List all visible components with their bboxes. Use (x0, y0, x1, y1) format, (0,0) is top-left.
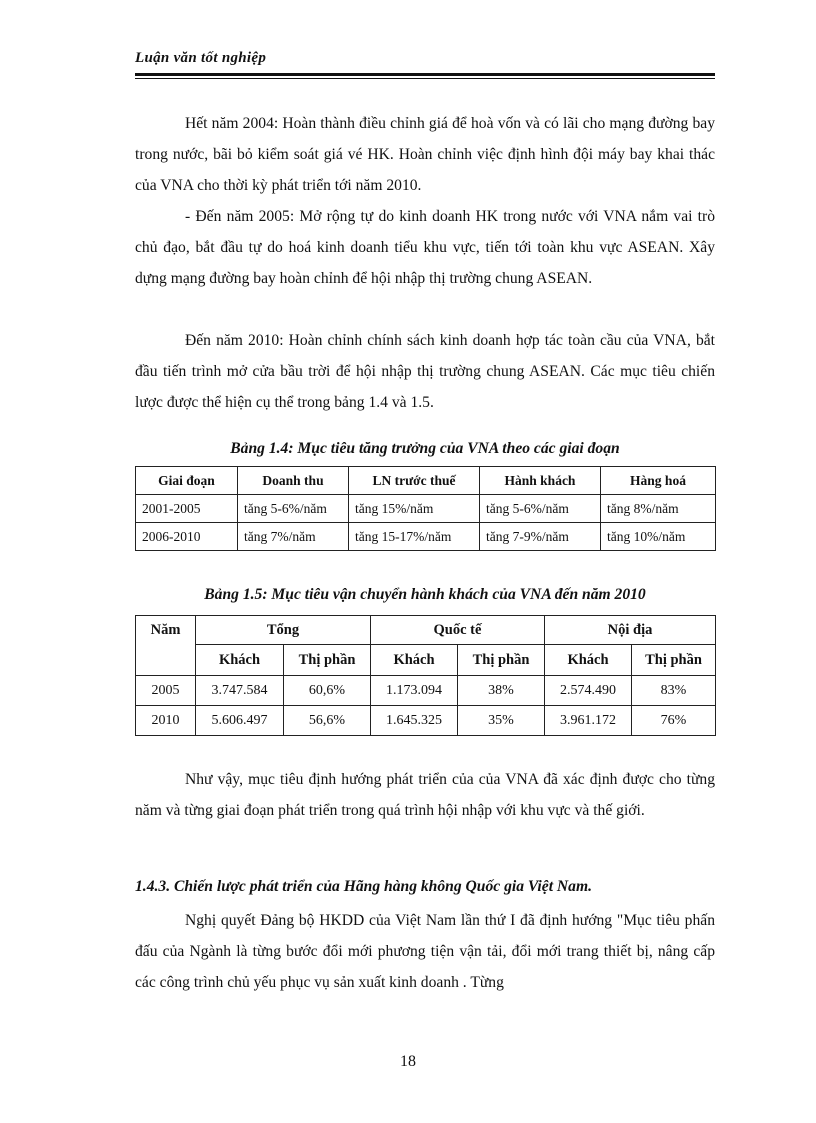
table-1-4 (135, 466, 716, 551)
table-cell: tăng 5-6%/năm (480, 495, 601, 523)
table-header-cell: Hàng hoá (601, 467, 716, 495)
table-cell: 2006-2010 (136, 523, 238, 551)
table-cell: tăng 5-6%/năm (238, 495, 349, 523)
table-cell: 83% (632, 676, 716, 706)
table-cell: 35% (458, 706, 545, 736)
table-cell: 2010 (136, 706, 196, 736)
table-cell: 5.606.497 (196, 706, 284, 736)
table-header-row (136, 467, 716, 495)
table-cell: 2001-2005 (136, 495, 238, 523)
header-title: Luận văn tốt nghiệp (135, 50, 267, 66)
table-cell: 38% (458, 676, 545, 706)
table-header-cell: Khách (196, 645, 284, 676)
table-cell: tăng 7%/năm (238, 523, 349, 551)
table-header-cell: Hành khách (480, 467, 601, 495)
table-cell: 2.574.490 (545, 676, 632, 706)
table-cell: tăng 10%/năm (601, 523, 716, 551)
table-cell: 2005 (136, 676, 196, 706)
table-cell: tăng 7-9%/năm (480, 523, 601, 551)
page-number: 18 (400, 1053, 416, 1070)
table-header-cell: Nội địa (545, 616, 716, 645)
paragraph-2004: Hết năm 2004: Hoàn thành điều chỉnh giá để hoà vốn và có lãi cho mạng đường bay trong nước, bãi bỏ kiểm soát giá vé HK. Hoàn chỉnh việc định hình đội máy bay khai thác của VNA cho thời kỳ phát triển tới năm 2010. (135, 115, 715, 194)
table-subheader-row (136, 645, 716, 676)
table-cell: tăng 15-17%/năm (349, 523, 480, 551)
table-header-cell: Năm (136, 616, 196, 676)
table-cell: tăng 15%/năm (349, 495, 480, 523)
table-header-cell: Thị phần (458, 645, 545, 676)
table-header-cell: Doanh thu (238, 467, 349, 495)
table-header-cell: Thị phần (284, 645, 371, 676)
table-row (136, 523, 716, 551)
table-row (136, 706, 716, 736)
table-header-cell: Khách (545, 645, 632, 676)
table-header-cell: Tổng (196, 616, 371, 645)
table-cell: 1.173.094 (371, 676, 458, 706)
table-header-cell: LN trước thuế (349, 467, 480, 495)
header-rule-thin (135, 78, 715, 79)
table-header-cell: Quốc tế (371, 616, 545, 645)
table-1-4-caption: Bảng 1.4: Mục tiêu tăng trưởng của VNA theo các giai đoạn (230, 440, 620, 457)
table-cell: 76% (632, 706, 716, 736)
paragraph-summary: Như vậy, mục tiêu định hướng phát triển của của VNA đã xác định được cho từng năm và từng giai đoạn phát triển trong quá trình hội nhập với khu vực và thế giới. (135, 771, 715, 819)
table-cell: 1.645.325 (371, 706, 458, 736)
table-1-5-caption: Bảng 1.5: Mục tiêu vận chuyển hành khách của VNA đến năm 2010 (204, 586, 646, 603)
table-header-cell: Giai đoạn (136, 467, 238, 495)
table-header-cell: Thị phần (632, 645, 716, 676)
table-row (136, 676, 716, 706)
section-heading: 1.4.3. Chiến lược phát triển của Hãng hàng không Quốc gia Việt Nam. (135, 878, 593, 895)
table-row (136, 495, 716, 523)
paragraph-resolution: Nghị quyết Đảng bộ HKDD của Việt Nam lần thứ I đã định hướng "Mục tiêu phấn đấu của Ngành là từng bước đổi mới phương tiện vận tải, đổi mới trang thiết bị, nâng cấp các công trình chủ yếu phục vụ sản xuất kinh doanh . Từng (135, 912, 715, 991)
table-1-5 (135, 615, 716, 736)
paragraph-2005: - Đến năm 2005: Mở rộng tự do kinh doanh HK trong nước với VNA nắm vai trò chủ đạo, bắt đầu tự do hoá kinh doanh tiểu khu vực, tiến tới toàn khu vực ASEAN. Xây dựng mạng đường bay hoàn chỉnh để hội nhập thị trường chung ASEAN. (135, 208, 715, 287)
table-cell: 60,6% (284, 676, 371, 706)
table-cell: 3.747.584 (196, 676, 284, 706)
paragraph-2010: Đến năm 2010: Hoàn chỉnh chính sách kinh doanh hợp tác toàn cầu của VNA, bắt đầu tiến trình mở cửa bầu trời để hội nhập thị trường chung ASEAN. Các mục tiêu chiến lược được thể hiện cụ thể trong bảng 1.4 và 1.5. (135, 332, 715, 411)
table-cell: 3.961.172 (545, 706, 632, 736)
table-header-cell: Khách (371, 645, 458, 676)
table-cell: 56,6% (284, 706, 371, 736)
header-rule-thick (135, 73, 715, 76)
table-cell: tăng 8%/năm (601, 495, 716, 523)
table-header-row (136, 616, 716, 645)
